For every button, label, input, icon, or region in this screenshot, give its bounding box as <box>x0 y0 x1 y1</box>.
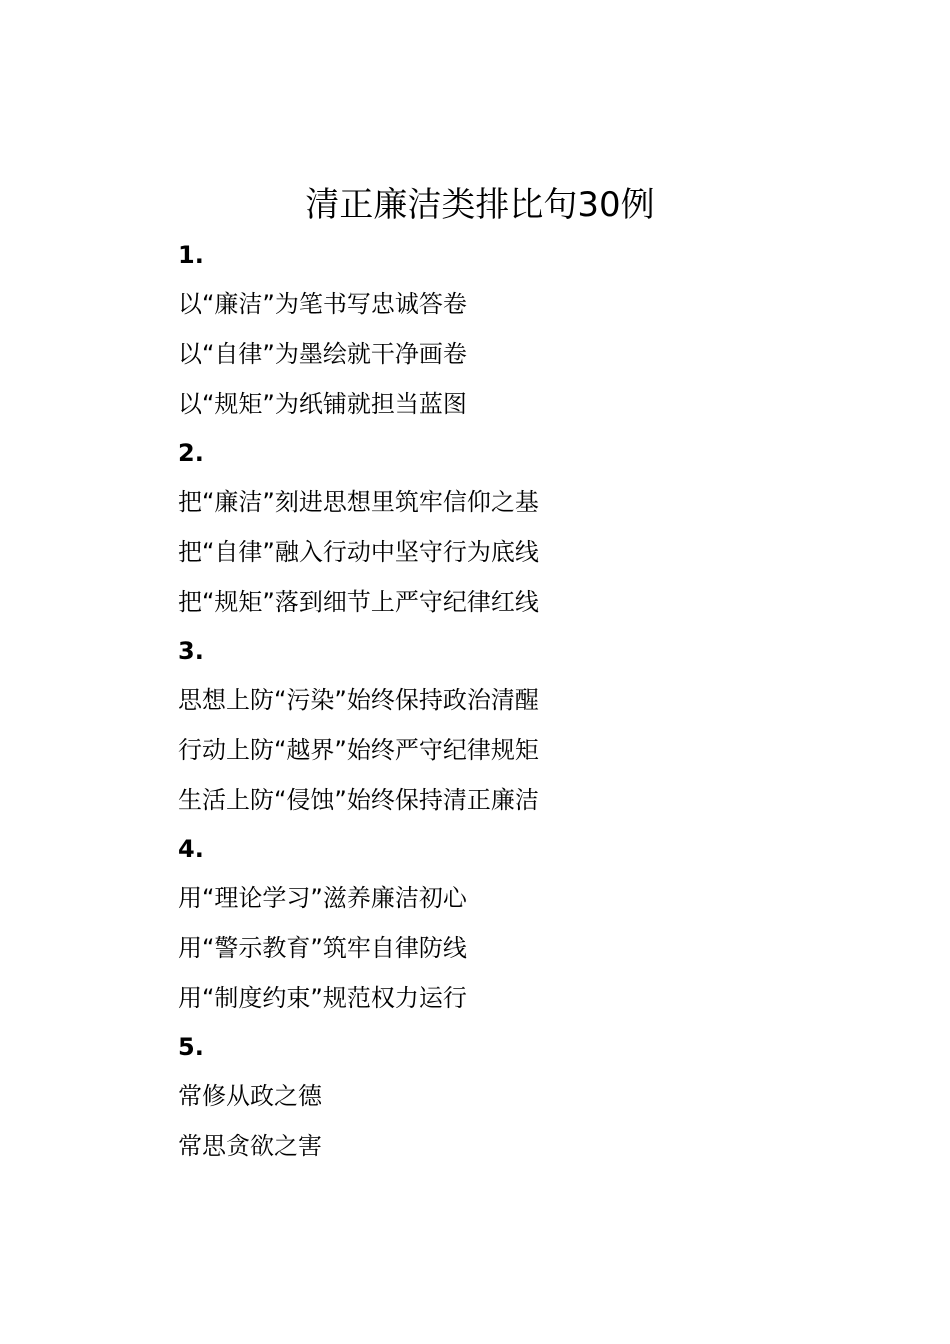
section-line: 思想上防“污染”始终保持政治清醒 <box>178 686 539 714</box>
section-line: 把“规矩”落到细节上严守纪律红线 <box>178 588 539 616</box>
section-line: 以“自律”为墨绘就干净画卷 <box>178 340 467 368</box>
section-line: 行动上防“越界”始终严守纪律规矩 <box>178 736 539 764</box>
section-line: 把“自律”融入行动中坚守行为底线 <box>178 538 539 566</box>
section-line: 常思贪欲之害 <box>178 1132 322 1160</box>
document-body <box>178 231 878 1171</box>
section-line: 用“警示教育”筑牢自律防线 <box>178 934 467 962</box>
section-2 <box>178 429 878 627</box>
section-number: 2. <box>178 439 204 467</box>
page-title: 清正廉洁类排比句30例 <box>305 185 655 225</box>
section-5 <box>178 1023 878 1171</box>
section-line: 以“规矩”为纸铺就担当蓝图 <box>178 390 467 418</box>
section-line: 用“理论学习”滋养廉洁初心 <box>178 884 467 912</box>
section-3 <box>178 627 878 825</box>
section-line: 生活上防“侵蚀”始终保持清正廉洁 <box>178 786 539 814</box>
section-number: 1. <box>178 241 204 269</box>
section-line: 常修从政之德 <box>178 1082 322 1110</box>
section-line: 把“廉洁”刻进思想里筑牢信仰之基 <box>178 488 539 516</box>
section-number: 4. <box>178 835 204 863</box>
section-line: 用“制度约束”规范权力运行 <box>178 984 467 1012</box>
section-number: 5. <box>178 1033 204 1061</box>
section-1 <box>178 231 878 429</box>
section-4 <box>178 825 878 1023</box>
section-line: 以“廉洁”为笔书写忠诚答卷 <box>178 290 467 318</box>
section-number: 3. <box>178 637 204 665</box>
